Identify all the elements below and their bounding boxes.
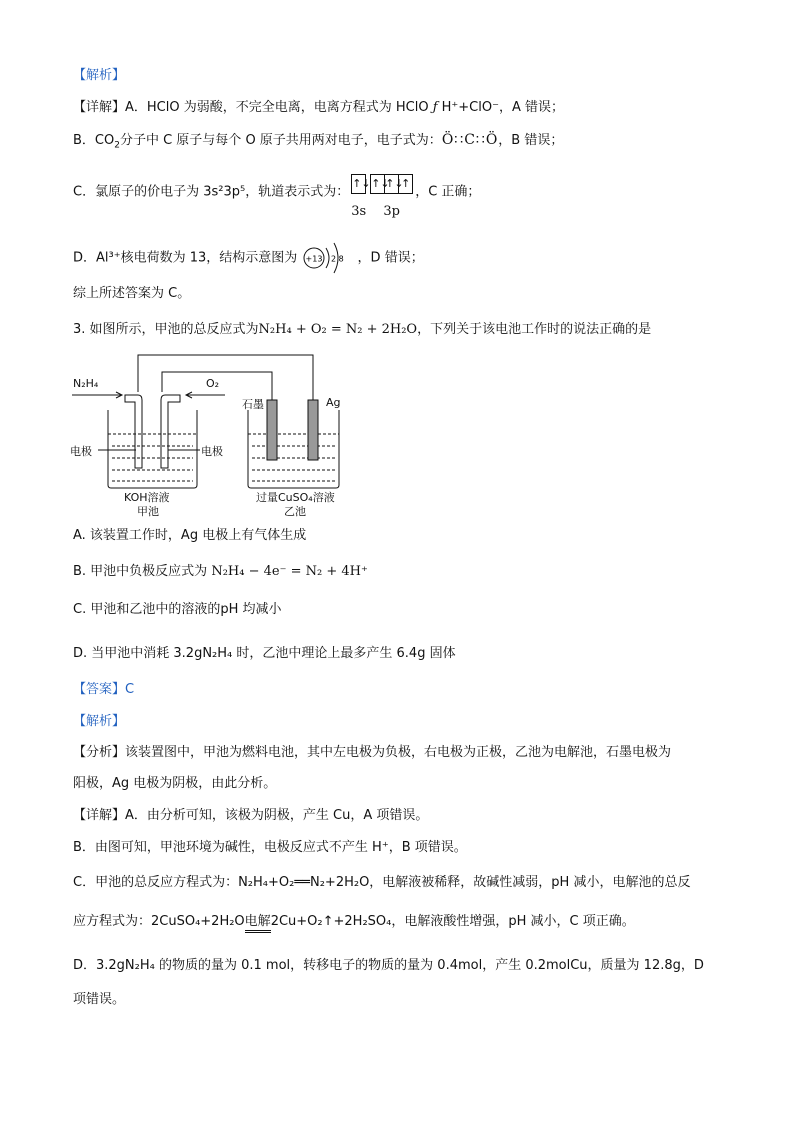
analysis-line-2: 阳极，Ag 电极为阴极，由此分析。 [73, 776, 277, 791]
co2-subscript: 2 [114, 140, 120, 151]
detail-line-a [73, 98, 564, 118]
orbital-label-3s: 3s [351, 204, 367, 219]
equilibrium-symbol: ƒ [432, 100, 438, 115]
cuso4-label: 过量CuSO₄溶液 [256, 491, 335, 504]
ag-label: Ag [326, 396, 341, 409]
stem-text: 3. 如图所示，甲池的总反应式为 [73, 322, 259, 337]
electrode-label-right: 电极 [201, 445, 223, 458]
detail-line-b [73, 130, 563, 156]
line-a-text: 【详解】A．HClO 为弱酸，不完全电离，电离方程式为 HClO [73, 100, 433, 115]
electrode-label-left: 电极 [70, 445, 92, 458]
detail-d-line-2: 项错误。 [73, 992, 126, 1007]
nucleus-charge: +13 [305, 254, 323, 264]
line-b-mid: 分子中 C 原子与每个 O 原子共用两对电子，电子式为： [119, 133, 442, 148]
option-a: A. 该装置工作时，Ag 电极上有气体生成 [73, 528, 307, 543]
line-b-text: B．CO [73, 133, 115, 148]
answer-analysis-heading: 【解析】 [73, 714, 126, 729]
summary-line: 综上所述答案为 C。 [73, 286, 191, 301]
answer-text: 【答案】C [73, 682, 135, 697]
line-a-tail: H⁺+ClO⁻，A 错误； [437, 100, 564, 115]
detail-c-line-1: C．甲池的总反应方程式为：N₂H₄+O₂══N₂+2H₂O，电解液被稀释，故碱性减弱，pH 减小，电解池的总反 [73, 875, 691, 890]
orbital-box: ↑↓ [352, 177, 371, 190]
yi-label: 乙池 [284, 505, 306, 518]
graphite-label: 石墨 [242, 398, 264, 411]
line-b-tail: ，B 错误； [498, 133, 564, 148]
orbital-3s [351, 164, 371, 220]
option-b [73, 562, 368, 582]
jia-label: 甲池 [137, 505, 159, 518]
o2-label: O₂ [206, 377, 220, 390]
line-d-tail: ，D 错误； [357, 250, 424, 266]
option-b-equation: N₂H₄ − 4e⁻ = N₂ + 4H⁺ [211, 564, 368, 579]
analysis-line-1: 【分析】该装置图中，甲池为燃料电池，其中左电极为负极，右电极为正极，乙池为电解池，石墨电极为 [73, 745, 672, 760]
orbital-box: ↑↓ [385, 175, 399, 193]
al-ion-structure-diagram [301, 238, 353, 278]
electrolysis-condition: 电解 [245, 914, 271, 933]
koh-label: KOH溶液 [124, 491, 170, 504]
answer-label [73, 680, 134, 700]
detail-line-c [73, 164, 481, 219]
orbital-label-3p: 3p [383, 204, 400, 219]
line-c-text: C．氯原子的价电子为 3s²3p⁵，轨道表示式为： [73, 184, 350, 200]
shell-electrons: 2 8 [331, 254, 345, 264]
detail-c2-tail: 2Cu+O₂↑+2H₂SO₄，电解液酸性增强，pH 减小，C 项正确。 [270, 914, 635, 929]
option-d: D. 当甲池中消耗 3.2gN₂H₄ 时，乙池中理论上最多产生 6.4g 固体 [73, 646, 456, 661]
line-d-text: D．Al³⁺核电荷数为 13，结构示意图为 [73, 250, 298, 266]
analysis-heading: 【解析】 [73, 68, 126, 83]
option-c: C. 甲池和乙池中的溶液的pH 均减小 [73, 602, 282, 617]
option-b-text: B. 甲池中负极反应式为 [73, 564, 212, 579]
detail-c-line-2 [73, 912, 635, 933]
stem-tail: ，下列关于该电池工作时的说法正确的是 [417, 322, 652, 337]
detail-line-d [73, 238, 424, 278]
stem-equation: N₂H₄ + O₂ = N₂ + 2H₂O [258, 322, 418, 337]
line-c-tail: ，C 正确； [415, 184, 481, 200]
question-stem [73, 320, 651, 340]
orbital-box: ↑↓ [371, 175, 385, 193]
orbital-box: ↑ [401, 177, 411, 190]
detail-d-line-1: D．3.2gN₂H₄ 的物质的量为 0.1 mol，转移电子的物质的量为 0.4mol，产生 0.2molCu，质量为 12.8g，D [73, 958, 704, 973]
n2h4-label: N₂H₄ [73, 377, 99, 390]
battery-figure [70, 350, 370, 520]
detail-b: B．由图可知，甲池环境为碱性，电极反应式不产生 H⁺，B 项错误。 [73, 840, 467, 855]
orbital-3p [370, 164, 413, 220]
detail-c2-text: 应方程式为：2CuSO₄+2H₂O [73, 914, 245, 929]
detail-a: 【详解】A．由分析可知，该极为阴极，产生 Cu，A 项错误。 [73, 808, 429, 823]
electron-dot-formula: Ö∷C∷Ö [441, 132, 499, 148]
